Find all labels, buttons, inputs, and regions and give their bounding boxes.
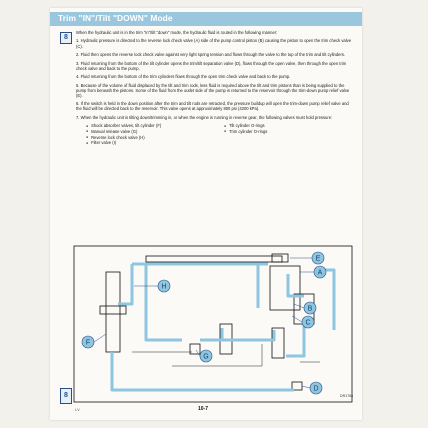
label-f <box>82 336 94 348</box>
pump-body <box>270 266 300 310</box>
drawing-number: DR1766 <box>340 394 354 398</box>
list-item: ● Filter valve (I) <box>86 140 214 146</box>
paragraph-7: 7. When the hydraulic unit is tilting down/trimming in, or when the engine is running in reverse gear, the following valves must hold pressure: <box>76 114 333 120</box>
list-item: ● Tilt cylinder O-rings <box>224 123 352 129</box>
svg-text:F: F <box>85 339 91 347</box>
leader-lines <box>94 258 314 388</box>
reservoir-cap <box>272 254 288 262</box>
paragraph-3: 3. Fluid returning from the bottom of the tilt cylinder opens the trim/tilt separation valve (D), flows through the open valve, then through the open trim check valve and back to the pump. <box>76 60 347 71</box>
label-a <box>314 266 326 278</box>
valve-list-left <box>76 123 214 145</box>
valve-list <box>76 123 352 145</box>
diagram-labels <box>82 252 326 394</box>
manual-release-body <box>190 344 200 354</box>
label-g <box>200 350 212 362</box>
svg-text:B: B <box>307 305 313 313</box>
label-h <box>158 280 170 292</box>
paragraph-5: 5. Because of the volume of fluid displaced by the tilt and trim rods, less fluid is required above the tilt and trim pistons than is being supplied to the pump from beneath the pistons. Some of the fluid from the outlet side of the pump is returned to the reservoir through the trim-down pump relief valve (E). <box>76 82 350 98</box>
paragraph-intro: When the hydraulic unit is in the trim "in"/tilt "down" mode, the hydraulic fluid is routed in the following manner: <box>76 30 278 35</box>
svg-text:D: D <box>313 385 319 393</box>
fluid-lines <box>112 264 334 390</box>
fluid-line-trim-left <box>200 328 222 340</box>
paragraph-1: 1. Hydraulic pressure is directed to the reverse lock check valve (A) side of the pump control piston (B) causing the piston to open the trim check valve (C). <box>76 38 352 49</box>
corner-mark: I-V <box>75 408 80 412</box>
svg-text:A: A <box>317 269 323 277</box>
paragraph-2: 2. Fluid then opens the reverse lock check valve against very light spring tension and flows through the valve to the top of the trim and tilt cylinders. <box>76 52 346 58</box>
section-title: Trim "IN"/Tilt "DOWN" Mode <box>58 13 173 23</box>
list-item: ● Manual release valve (G) <box>86 129 214 135</box>
label-e <box>312 252 324 264</box>
label-d <box>310 382 322 394</box>
section-tab-top: 8 <box>60 32 72 44</box>
fluid-line-relief <box>318 270 334 330</box>
list-item: ● Trim cylinder O-rings <box>224 129 352 135</box>
svg-text:G: G <box>203 353 209 361</box>
body-text <box>76 30 352 146</box>
fluid-line-trim-right <box>222 330 274 340</box>
svg-text:H: H <box>161 283 167 291</box>
hydraulic-schematic <box>72 244 354 406</box>
reservoir-top <box>146 256 282 262</box>
list-item: ● Reverse lock check valve (H) <box>86 135 214 141</box>
hydraulic-diagram <box>72 244 354 406</box>
paragraph-6: 6. If the switch is held in the down position after the trim and tilt rods are retracted, the pressure buildup will open the trim-down pump relief valve and the fluid will be directed back to the reservoir. This valve opens at approximately 800 psi (4200 kPa). <box>76 101 349 112</box>
manual-page <box>50 8 362 420</box>
tilt-cylinder <box>106 272 120 352</box>
list-item: ● Shock absorber valves, tilt cylinder (F) <box>86 123 214 129</box>
valve-list-right <box>214 123 352 145</box>
svg-text:E: E <box>315 255 321 263</box>
paragraph-4: 4. Fluid returning from the bottom of the trim cylinders flows through the open trim check valve and back to the pump. <box>76 74 291 80</box>
svg-text:C: C <box>305 319 311 327</box>
tilt-piston <box>100 306 126 314</box>
fluid-line-pump <box>288 274 304 296</box>
label-b <box>304 302 316 314</box>
page-number: 10-7 <box>198 406 209 412</box>
label-c <box>302 316 314 328</box>
fluid-line-return <box>286 324 304 356</box>
section-tab-bottom: 8 <box>60 388 72 404</box>
fluid-line-manual <box>146 264 182 340</box>
